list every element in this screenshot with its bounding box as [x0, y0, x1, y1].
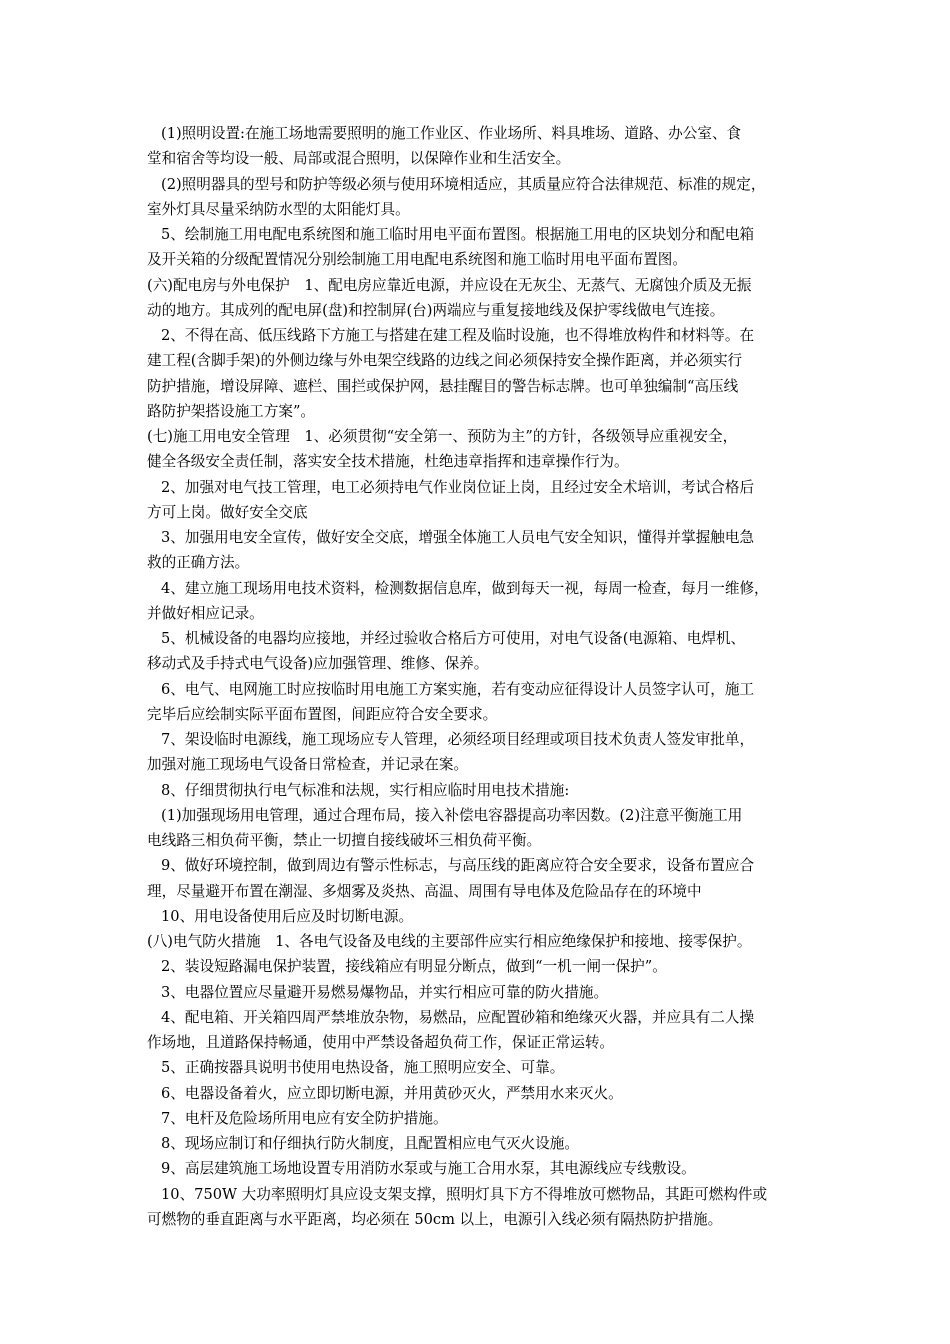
text-line: 9、做好环境控制，做到周边有警示性标志，与高压线的距离应符合安全要求，设备布置应合: [161, 857, 755, 875]
text-line: 室外灯具尽量采纳防水型的太阳能灯具。: [147, 200, 410, 218]
text-line: 建工程(含脚手架)的外侧边缘与外电架空线路的边线之间必须保持安全操作距离，并必须实行: [147, 352, 743, 370]
text-line: 3、加强用电安全宣传，做好安全交底，增强全体施工人员电气安全知识，懂得并掌握触电急: [161, 529, 755, 546]
text-line: (2)照明器具的型号和防护等级必须与使用环境相适应，其质量应符合法律规范、标准的规定，: [161, 175, 766, 193]
text-line: 作场地，且道路保持畅通，使用中严禁设备超负荷工作，保证正常运转。: [147, 1034, 615, 1051]
text-line: 6、电器设备着火，应立即切断电源，并用黄砂灭火，严禁用水来灭火。: [161, 1084, 623, 1102]
text-line: 可燃物的垂直距离与水平距离，均必须在 50cm 以上，电源引入线必须有隔热防护措施。: [147, 1210, 723, 1228]
text-line: 并做好相应记录。: [147, 604, 264, 622]
text-line: 及开关箱的分级配置情况分别绘制施工用电配电系统图和施工临时用电平面布置图。: [147, 251, 687, 269]
text-line: 2、装设短路漏电保护装置，接线箱应有明显分断点，做到“一机一闸一保护”。: [161, 958, 667, 976]
text-line: 8、仔细贯彻执行电气标准和法规，实行相应临时用电技术措施:: [161, 781, 570, 799]
text-line: 5、绘制施工用电配电系统图和施工临时用电平面布置图。根据施工用电的区块划分和配电箱: [161, 226, 755, 243]
text-line: 2、加强对电气技工管理，电工必须持电气作业岗位证上岗，且经过安全术培训，考试合格后: [161, 478, 755, 496]
text-line: 10、750W 大功率照明灯具应设支架支撑，照明灯具下方不得堆放可燃物品，其距可燃构件或: [161, 1185, 768, 1203]
text-line: 8、现场应制订和仔细执行防火制度，且配置相应电气灭火设施。: [161, 1135, 579, 1152]
text-line: (六)配电房与外电保护 1、配电房应靠近电源，并应设在无灰尘、无蒸气、无腐蚀介质及无振: [147, 276, 752, 294]
text-line: 4、配电箱、开关箱四周严禁堆放杂物，易燃品，应配置砂箱和绝缘灭火器，并应具有二人操: [161, 1008, 755, 1026]
text-line: 10、用电设备使用后应及时切断电源。: [161, 907, 414, 925]
text-line: 防护措施，增设屏障、遮栏、围拦或保护网，悬挂醒目的警告标志牌。也可单独编制“高压线: [147, 377, 739, 395]
text-line: 动的地方。其成列的配电屏(盘)和控制屏(台)两端应与重复接地线及保护零线做电气连接。: [147, 301, 725, 319]
text-line: 3、电器位置应尽量避开易燃易爆物品，并实行相应可靠的防火措施。: [161, 983, 609, 1001]
text-line: (七)施工用电安全管理 1、必须贯彻“安全第一、预防为主”的方针，各级领导应重视安全，: [147, 428, 738, 445]
text-line: 路防护架搭设施工方案”。: [147, 402, 315, 420]
text-line: (1)加强现场用电管理，通过合理布局，接入补偿电容器提高功率因数。(2)注意平衡施工用: [161, 806, 743, 824]
text-line: 6、电气、电网施工时应按临时用电施工方案实施，若有变动应征得设计人员签字认可，施工: [161, 680, 755, 698]
text-line: 电线路三相负荷平衡，禁止一切擅自接线破坏三相负荷平衡。: [147, 832, 542, 849]
text-line: 救的正确方法。: [147, 554, 250, 572]
text-line: 4、建立施工现场用电技术资料，检测数据信息库，做到每天一视，每周一检查，每月一维修，: [161, 579, 769, 597]
text-line: 堂和宿舍等均设一般、局部或混合照明，以保障作业和生活安全。: [147, 150, 571, 168]
text-line: 加强对施工现场电气设备日常检查，并记录在案。: [147, 756, 469, 774]
text-line: 理，尽量避开布置在潮湿、多烟雾及炎热、高温、周围有导电体及危险品存在的环境中: [147, 882, 702, 900]
text-line: 移动式及手持式电气设备)应加强管理、维修、保养。: [147, 655, 489, 673]
text-line: (八)电气防火措施 1、各电气设备及电线的主要部件应实行相应绝缘保护和接地、接零保护。: [147, 933, 752, 950]
text-line: 9、高层建筑施工场地设置专用消防水泵或与施工合用水泵，其电源线应专线敷设。: [161, 1160, 696, 1178]
text-line: 健全各级安全责任制，落实安全技术措施，杜绝违章指挥和违章操作行为。: [147, 453, 629, 471]
text-line: 5、机械设备的电器均应接地，并经过验收合格后方可使用，对电气设备(电源箱、电焊机、: [161, 630, 746, 647]
text-line: 7、架设临时电源线，施工现场应专人管理，必须经项目经理或项目技术负责人签发审批单，: [161, 731, 755, 748]
text-line: 方可上岗。做好安全交底: [147, 503, 308, 521]
text-line: 2、不得在高、低压线路下方施工与搭建在建工程及临时设施，也不得堆放构件和材料等。在: [161, 327, 755, 344]
text-line: 完毕后应绘制实际平面布置图，间距应符合安全要求。: [147, 705, 498, 723]
text-line: (1)照明设置:在施工场地需要照明的施工作业区、作业场所、料具堆场、道路、办公室、食: [161, 125, 742, 142]
text-line: 5、正确按器具说明书使用电热设备，施工照明应安全、可靠。: [161, 1059, 565, 1077]
text-line: 7、电杆及危险场所用电应有安全防护措施。: [161, 1109, 448, 1127]
